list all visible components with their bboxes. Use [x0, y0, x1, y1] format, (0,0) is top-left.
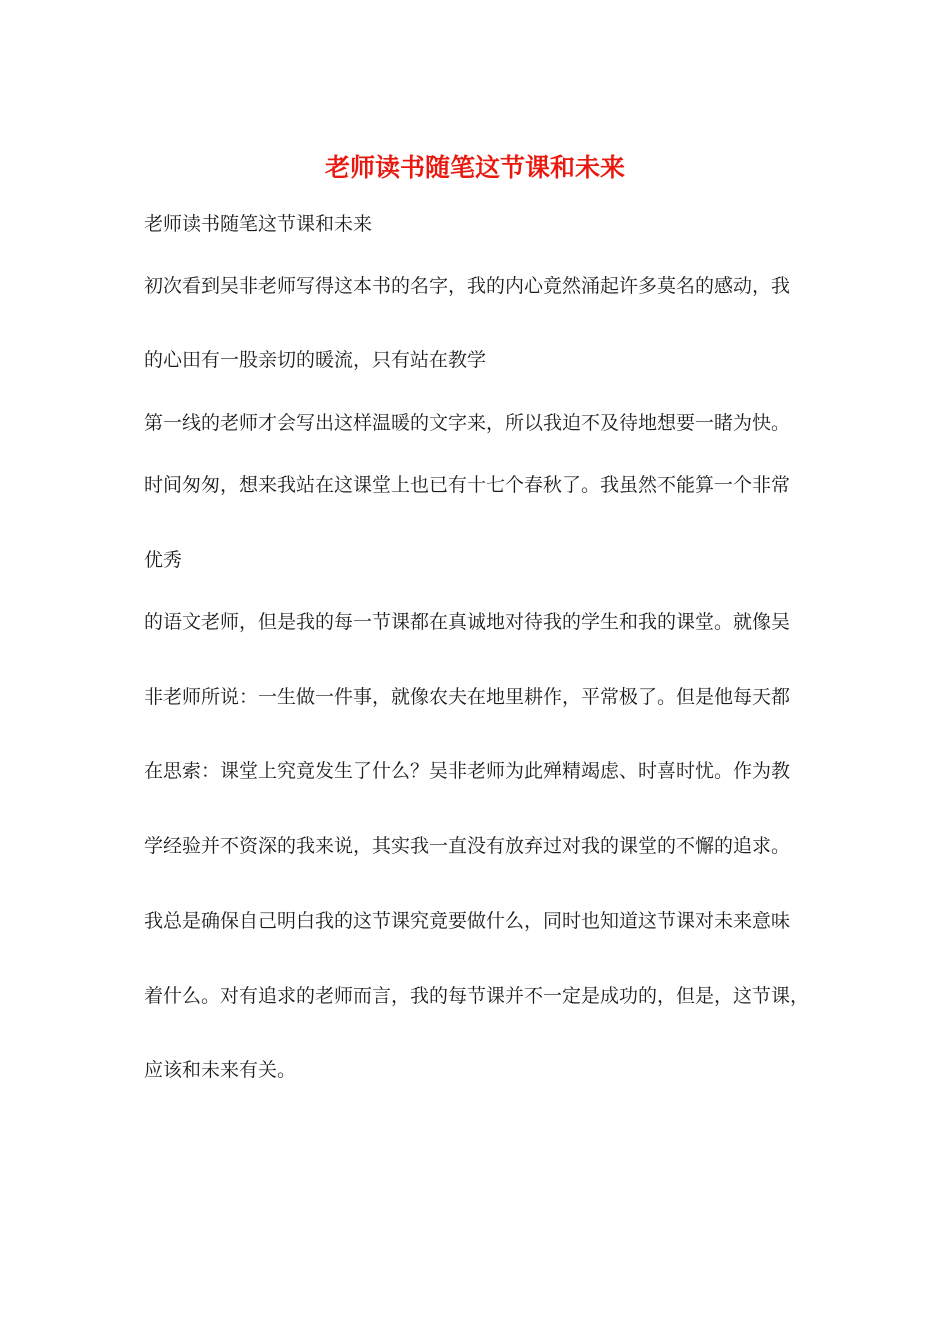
- body-line-5: 优秀: [144, 549, 183, 571]
- body-line-12: 应该和未来有关。: [144, 1059, 297, 1081]
- body-line-7: 非老师所说：一生做一件事，就像农夫在地里耕作，平常极了。但是他每天都: [144, 686, 791, 708]
- document-title: 老师读书随笔这节课和未来: [324, 153, 625, 182]
- body-line-2: 的心田有一股亲切的暖流，只有站在教学: [144, 349, 487, 371]
- body-line-6: 的语文老师，但是我的每一节课都在真诚地对待我的学生和我的课堂。就像吴: [144, 611, 791, 633]
- body-line-8: 在思索：课堂上究竟发生了什么？吴非老师为此殚精竭虑、时喜时忧。作为教: [144, 760, 791, 782]
- body-line-4: 时间匆匆，想来我站在这课堂上也已有十七个春秋了。我虽然不能算一个非常: [144, 474, 791, 496]
- body-line-9: 学经验并不资深的我来说，其实我一直没有放弃过对我的课堂的不懈的追求。: [144, 835, 791, 857]
- body-line-10: 我总是确保自己明白我的这节课究竟要做什么，同时也知道这节课对未来意味: [144, 910, 791, 932]
- body-line-3: 第一线的老师才会写出这样温暖的文字来，所以我迫不及待地想要一睹为快。: [144, 412, 791, 434]
- body-line-11: 着什么。对有追求的老师而言，我的每节课并不一定是成功的，但是，这节课，: [144, 985, 810, 1007]
- body-line-1: 初次看到吴非老师写得这本书的名字，我的内心竟然涌起许多莫名的感动，我: [144, 275, 791, 297]
- subtitle-line: 老师读书随笔这节课和未来: [144, 213, 373, 235]
